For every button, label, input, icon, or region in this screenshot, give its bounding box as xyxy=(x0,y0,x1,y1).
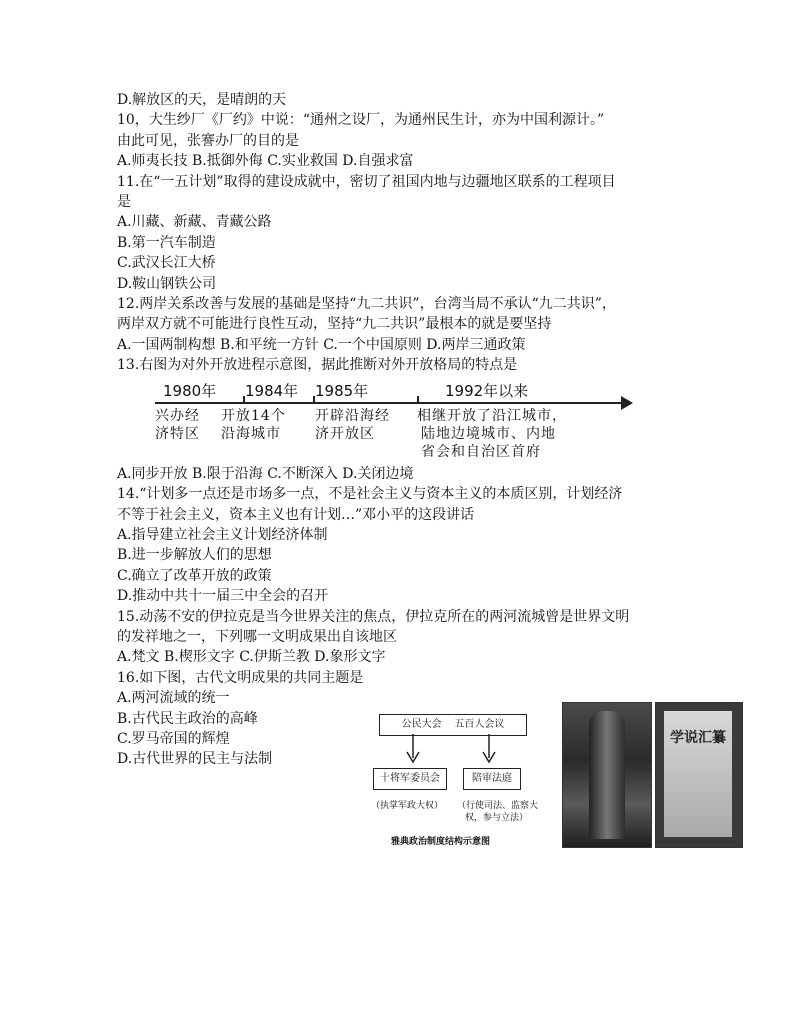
q10-stem-cont: 由此可见，张謇办厂的目的是 xyxy=(117,132,299,149)
q9-option-d: D.解放区的天，是晴朗的天 xyxy=(117,92,287,108)
exam-page xyxy=(117,90,726,888)
q11-stem-cont: 是 xyxy=(117,194,131,211)
q16-options xyxy=(117,688,377,770)
diagram-top-box: 公民大会 五百人会议 xyxy=(379,714,527,736)
q11-option-c: C.武汉长江大桥 xyxy=(117,255,216,272)
q12-stem: 12.两岸关系改善与发展的基础是坚持“九二共识”，台湾当局不承认“九二共识”， xyxy=(117,296,616,313)
timeline-arrow-icon xyxy=(621,396,633,410)
q16-stem: 16.如下图，古代文明成果的共同主题是 xyxy=(117,669,364,686)
q16-block xyxy=(117,688,726,888)
q16-option-d: D.古代世界的民主与法制 xyxy=(117,751,273,768)
q14-option-d: D.推动中共十一届三中全会的召开 xyxy=(117,588,329,605)
q16-option-c: C.罗马帝国的辉煌 xyxy=(117,730,230,747)
hammurabi-stele-photo xyxy=(562,702,652,848)
q14-stem-cont: 不等于社会主义，资本主义也有计划…”邓小平的这段讲话 xyxy=(117,506,475,523)
q11-stem: 11.在“一五计划”取得的建设成就中，密切了祖国内地与边疆地区联系的工程项目 xyxy=(117,173,616,190)
q12-stem-cont: 两岸双方就不可能进行良性互动，坚持“九二共识”最根本的就是要坚持 xyxy=(117,316,552,333)
diagram-caption: 雅典政治制度结构示意图 xyxy=(391,837,491,848)
q10-options: A.师夷长技 B.抵御外侮 C.实业救国 D.自强求富 xyxy=(117,153,414,170)
q14-option-c: C.确立了改革开放的政策 xyxy=(117,567,272,584)
q16-option-b: B.古代民主政治的高峰 xyxy=(117,710,258,727)
down-arrow-icon xyxy=(407,734,419,762)
q11-option-b: B.第一汽车制造 xyxy=(117,234,216,251)
timeline-axis xyxy=(155,402,625,404)
q11-option-a: A.川藏、新藏、青藏公路 xyxy=(117,214,272,231)
q13-options: A.同步开放 B.限于沿海 C.不断深入 D.关闭边境 xyxy=(117,465,414,482)
book-title: 学说汇纂 xyxy=(670,730,726,747)
stele-shape xyxy=(589,711,625,839)
q12-options: A.一国两制构想 B.和平统一方针 C.一个中国原则 D.两岸三通政策 xyxy=(117,336,526,353)
timeline-stage-3: 开辟沿海经 济开放区 xyxy=(315,407,390,442)
diagram-label-jury: （行使司法、监察大 权，参与立法） xyxy=(457,801,539,824)
opening-up-timeline xyxy=(155,380,630,460)
timeline-stage-1: 兴办经 济特区 xyxy=(155,407,200,442)
timeline-tick xyxy=(417,396,419,403)
book-cover xyxy=(664,711,732,837)
athens-political-diagram xyxy=(371,704,551,874)
q11-option-d: D.鞍山钢铁公司 xyxy=(117,275,217,292)
diagram-label-generals: （执掌军政大权） xyxy=(371,801,444,812)
q16-option-a: A.两河流域的统一 xyxy=(117,690,230,707)
timeline-year-1980: 1980年 xyxy=(163,381,217,400)
q14-option-b: B.进一步解放人们的思想 xyxy=(117,547,272,564)
timeline-tick xyxy=(243,396,245,403)
digest-book-photo xyxy=(655,702,743,848)
timeline-year-1984: 1984年 xyxy=(245,381,299,400)
diagram-jury-box: 陪审法庭 xyxy=(463,768,521,790)
q15-stem: 15.动荡不安的伊拉克是当今世界关注的焦点，伊拉克所在的两河流城曾是世界文明 xyxy=(117,608,630,625)
q14-stem: 14.“计划多一点还是市场多一点，不是社会主义与资本主义的本质区别，计划经济 xyxy=(117,486,623,503)
timeline-tick xyxy=(313,396,315,403)
timeline-stage-4: 相继开放了沿江城市， 陆地边境城市、内地 省会和自治区首府 xyxy=(417,407,567,460)
q10-stem: 10，大生纱厂《厂约》中说：“通州之设厂，为通州民生计，亦为中国利源计。” xyxy=(117,112,605,129)
timeline-year-1992: 1992年以来 xyxy=(445,381,529,400)
diagram-generals-box: 十将军委员会 xyxy=(373,768,447,790)
q13-stem: 13.右图为对外开放进程示意图，据此推断对外开放格局的特点是 xyxy=(117,357,518,374)
q14-option-a: A.指导建立社会主义计划经济体制 xyxy=(117,526,328,543)
timeline-year-1985: 1985年 xyxy=(315,381,369,400)
down-arrow-icon xyxy=(483,734,495,762)
timeline-stage-2: 开放14个 沿海城市 xyxy=(221,407,286,442)
q15-stem-cont: 的发祥地之一，下列哪一文明成果出自该地区 xyxy=(117,628,397,645)
q15-options: A.梵文 B.楔形文字 C.伊斯兰教 D.象形文字 xyxy=(117,649,386,666)
